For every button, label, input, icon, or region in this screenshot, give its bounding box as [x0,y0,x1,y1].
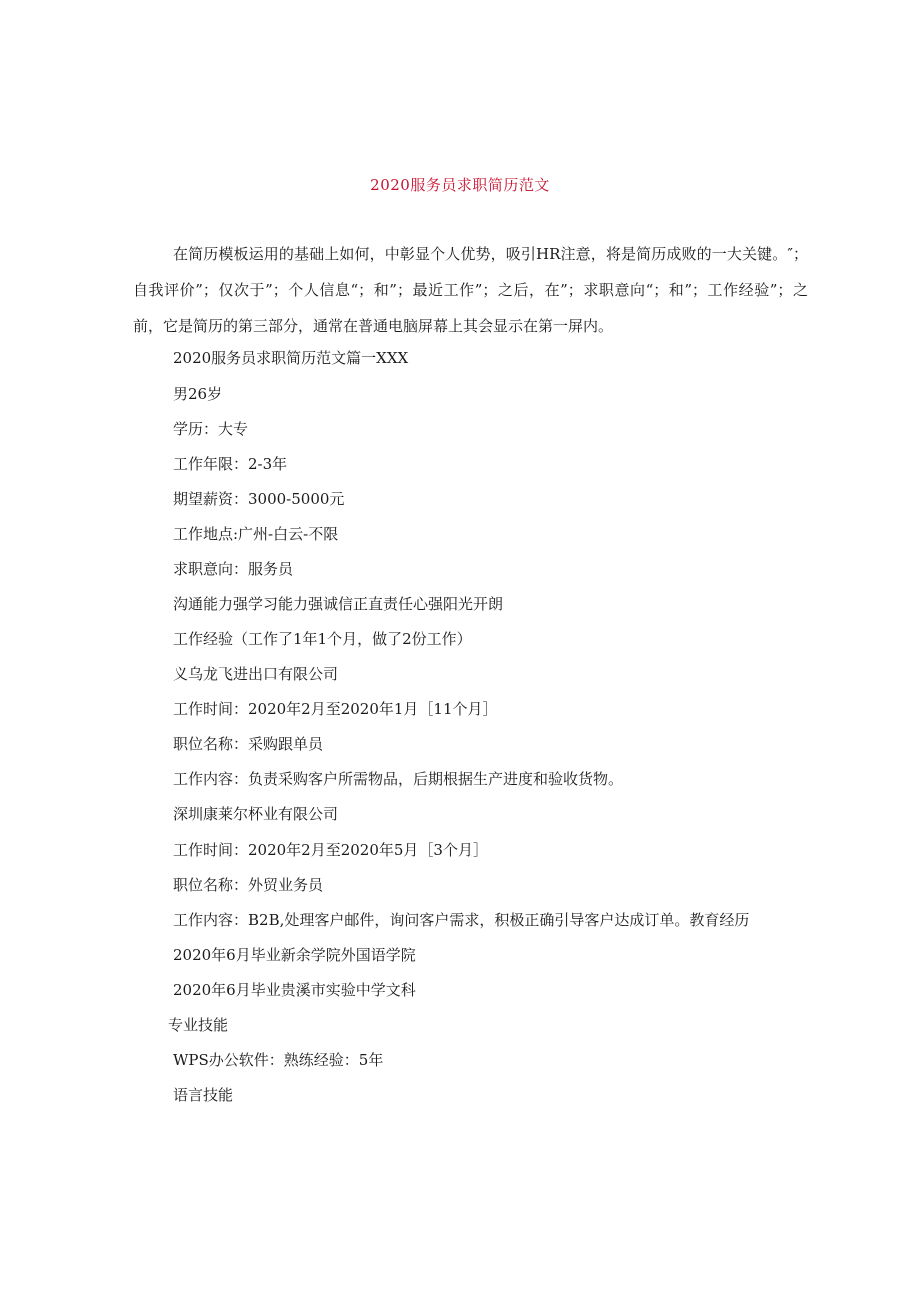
company-2-duties-line: 工作内容：B2B,处理客户邮件，询问客户需求，积极正确引导客户达成订单。教育经历 [173,911,750,929]
company-2-line: 深圳康莱尔杯业有限公司 [173,805,339,823]
education-line: 学历：大专 [173,420,249,438]
company-2-position-line: 职位名称：外贸业务员 [173,876,324,894]
salary-line: 期望薪资：3000-5000元 [173,490,345,508]
company-1-period-line: 工作时间：2020年2月至2020年1月［11个月］ [173,700,498,718]
intro-paragraph [133,236,808,344]
company-1-duties-line: 工作内容：负责采购客户所需物品，后期根据生产进度和验收货物。 [173,770,624,788]
gender-age-line: 男26岁 [173,385,223,403]
intro-text: 在简历模板运用的基础上如何，中彰显个人优势，吸引HR注意，将是简历成败的一大关键。″；自我评价”；仅次于”；个人信息“；和”；最近工作”；之后，在”；求职意向“；和”；工作经验”；之前，它是简历的第三部分，通常在普通电脑屏幕上其会显示在第一屏内。 [133,245,808,335]
location-line: 工作地点:广州-白云-不限 [173,525,339,543]
company-1-position-line: 职位名称：采购跟单员 [173,735,324,753]
software-skill-line: WPS办公软件：熟练经验：5年 [173,1051,384,1069]
company-2-period-line: 工作时间：2020年2月至2020年5月［3个月］ [173,841,488,859]
resume-header-line: 2020服务员求职简历范文篇一XXX [173,349,409,367]
strengths-line: 沟通能力强学习能力强诚信正直责任心强阳光开朗 [173,595,504,613]
experience-summary-line: 工作经验（工作了1年1个月，做了2份工作） [173,630,472,648]
document-title: 2020服务员求职简历范文 [370,176,550,194]
company-1-line: 义乌龙飞进出口有限公司 [173,665,339,683]
education-2-line: 2020年6月毕业贵溪市实验中学文科 [173,981,416,999]
job-intent-line: 求职意向：服务员 [173,560,294,578]
education-1-line: 2020年6月毕业新余学院外国语学院 [173,946,416,964]
skills-heading: 专业技能 [168,1016,229,1034]
work-years-line: 工作年限：2-3年 [173,455,288,473]
language-skills-heading: 语言技能 [173,1086,234,1104]
